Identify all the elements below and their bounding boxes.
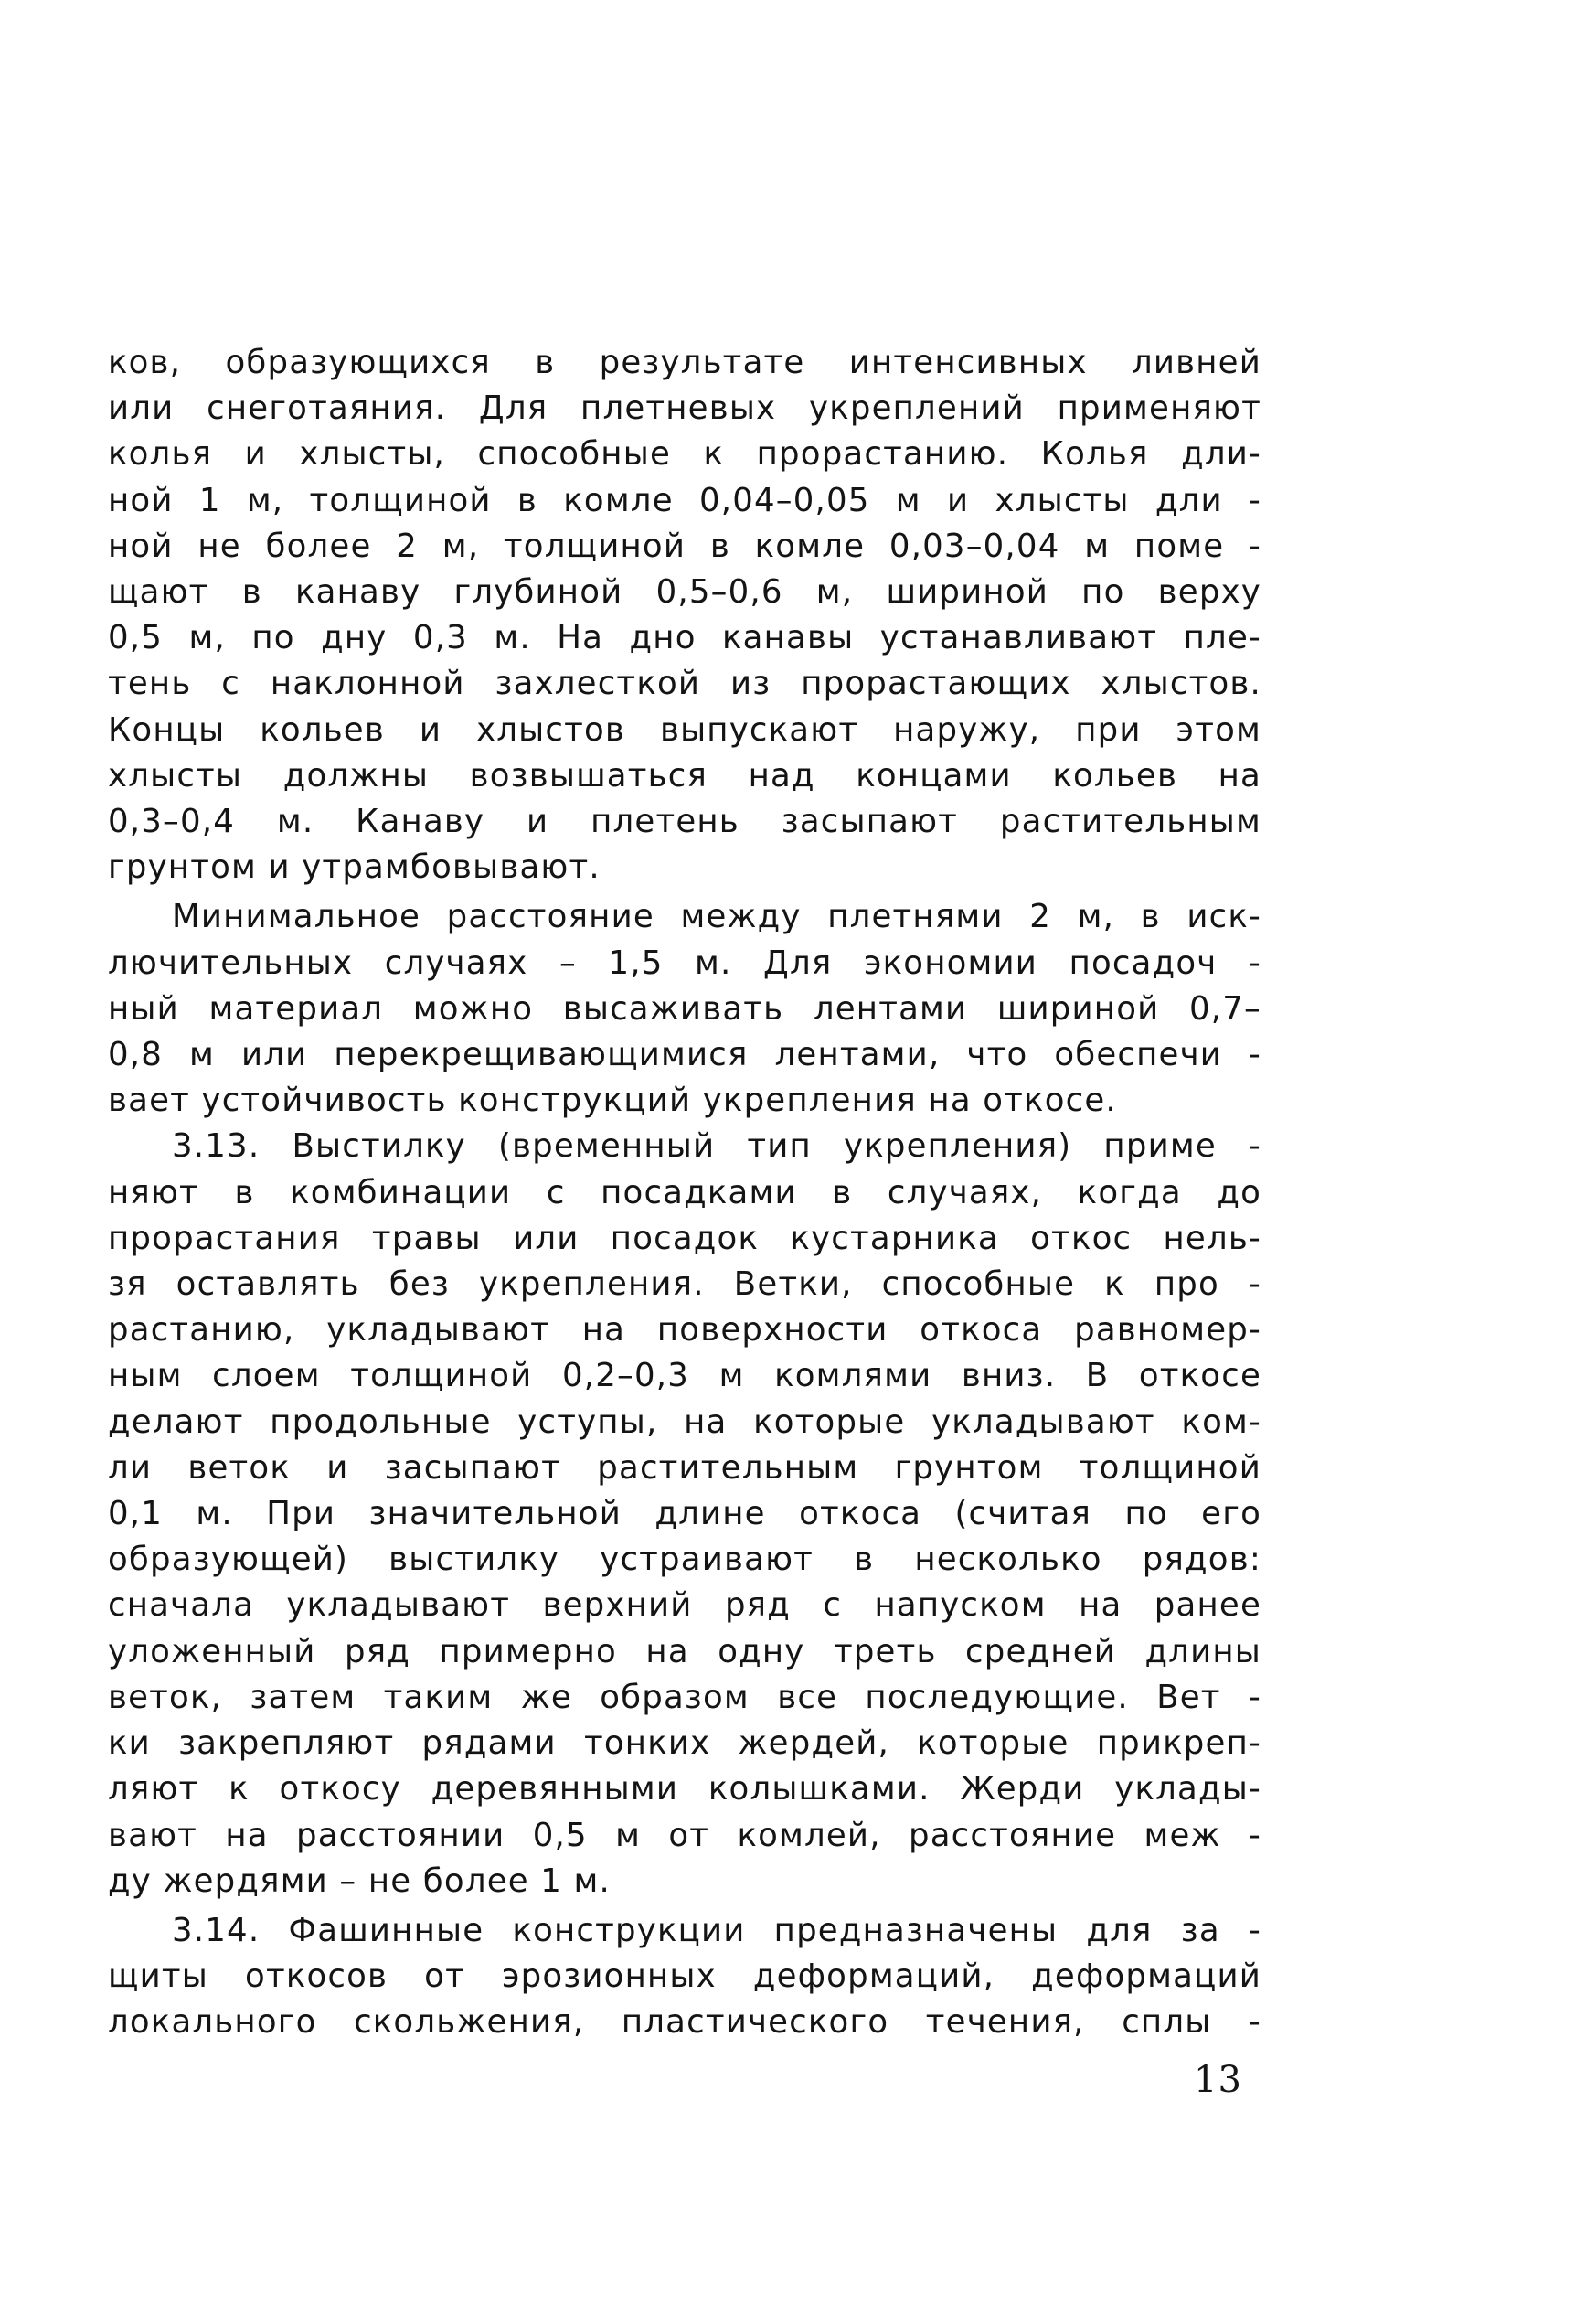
text-line: ли веток и засыпают растительным грунтом толщиной <box>108 1448 1261 1487</box>
text-line: 3.14. Фашинные конструкции предназначены для за - <box>172 1911 1261 1949</box>
text-line: хлысты должны возвышаться над концами кольев на <box>108 756 1261 795</box>
text-line: 0,1 м. При значительной длине откоса (считая по его <box>108 1495 1261 1533</box>
text-line: или снеготаяния. Для плетневых укреплений применяют <box>108 389 1261 428</box>
text-line: лючительных случаях – 1,5 м. Для экономии посадоч - <box>108 944 1261 982</box>
text-line: вает устойчивость конструкций укрепления на откосе. <box>108 1082 1117 1120</box>
text-line: щиты откосов от эрозионных деформаций, деформаций <box>108 1958 1261 1996</box>
paragraph <box>108 894 1261 1124</box>
text-line: ляют к откосу деревянными колышками. Жерди уклады- <box>108 1770 1261 1808</box>
paragraph-section-3-14 <box>108 1908 1261 2046</box>
text-line: 0,5 м, по дну 0,3 м. На дно канавы устанавливают пле- <box>108 619 1261 657</box>
page-number: 13 <box>1194 2059 1242 2101</box>
text-line: прорастания травы или посадок кустарника откос нель- <box>108 1219 1261 1257</box>
text-line: ной 1 м, толщиной в комле 0,04–0,05 м и хлысты дли - <box>108 481 1261 519</box>
paragraph <box>108 340 1261 891</box>
text-line: ным слоем толщиной 0,2–0,3 м комлями вниз. В откосе <box>108 1357 1261 1395</box>
text-line: ду жердями – не более 1 м. <box>108 1862 612 1900</box>
text-line: 3.13. Выстилку (временный тип укрепления) приме - <box>172 1127 1261 1166</box>
page-body-text <box>108 340 1261 2046</box>
text-line: делают продольные уступы, на которые укладывают ком- <box>108 1403 1261 1441</box>
text-line: Минимальное расстояние между плетнями 2 м, в иск- <box>172 898 1261 936</box>
text-line: ки закрепляют рядами тонких жердей, которые прикреп- <box>108 1724 1261 1763</box>
text-line: Концы кольев и хлыстов выпускают наружу, при этом <box>108 710 1261 749</box>
text-line: ков, образующихся в результате интенсивных ливней <box>108 344 1261 381</box>
text-line: тень с наклонной захлесткой из прорастающих хлыстов. <box>108 665 1261 703</box>
text-line: вают на расстоянии 0,5 м от комлей, расстояние меж - <box>108 1816 1261 1854</box>
text-line: 0,8 м или перекрещивающимися лентами, что обеспечи - <box>108 1036 1261 1074</box>
text-line: растанию, укладывают на поверхности откоса равномер- <box>108 1311 1261 1350</box>
text-line: ной не более 2 м, толщиной в комле 0,03–0,04 м поме - <box>108 527 1261 565</box>
text-line: зя оставлять без укрепления. Ветки, способные к про - <box>108 1265 1261 1304</box>
text-line: веток, затем таким же образом все последующие. Вет - <box>108 1678 1261 1716</box>
text-line: колья и хлысты, способные к прорастанию. Колья дли- <box>108 435 1261 474</box>
text-line: образующей) выстилку устраивают в несколько рядов: <box>108 1541 1261 1579</box>
text-line: грунтом и утрамбовывают. <box>108 848 601 887</box>
text-line: уложенный ряд примерно на одну треть средней длины <box>108 1632 1261 1670</box>
text-line: 0,3–0,4 м. Канаву и плетень засыпают растительным <box>108 803 1261 841</box>
text-line: сначала укладывают верхний ряд с напуском на ранее <box>108 1586 1261 1625</box>
text-line: локального скольжения, пластического течения, сплы - <box>108 2003 1261 2042</box>
text-line: ный материал можно высаживать лентами шириной 0,7– <box>108 989 1261 1028</box>
paragraph-section-3-13 <box>108 1124 1261 1904</box>
text-line: няют в комбинации с посадками в случаях, когда до <box>108 1173 1261 1211</box>
text-line: щают в канаву глубиной 0,5–0,6 м, шириной по верху <box>108 573 1261 612</box>
